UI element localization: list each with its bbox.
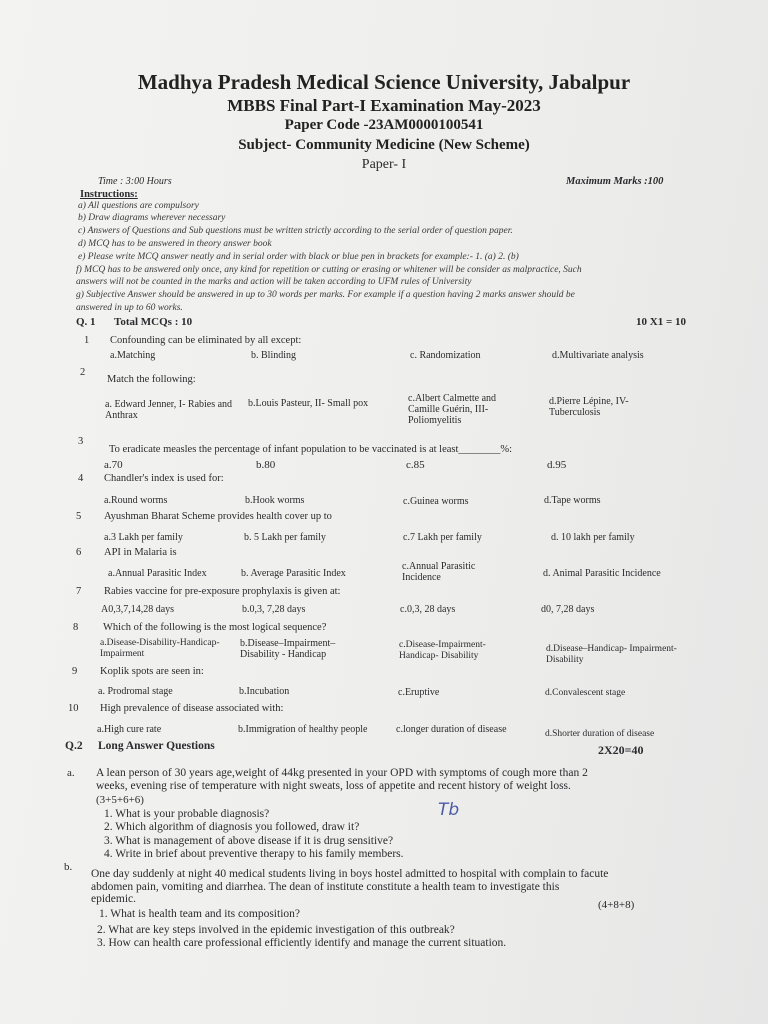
mcq-question: Koplik spots are seen in: [100,666,204,677]
mcq-option: a. Edward Jenner, I- Rabies and Anthrax [105,399,233,421]
q2a-stem-line: weeks, evening rise of temperature with night sweats, loss of appetite and recent history of weight loss. [96,780,571,792]
q2a-subquestion: 2. Which algorithm of diagnosis you followed, draw it? [104,821,360,833]
mcq-number: 1 [84,335,90,346]
mcq-option: a.70 [104,459,123,471]
q1-label: Q. 1 [76,316,96,328]
instructions-heading: Instructions: [80,189,138,200]
mcq-question: API in Malaria is [104,547,177,558]
mcq-option: c.Annual Parasitic Incidence [402,561,476,583]
mcq-number: 4 [78,473,84,484]
mcq-option: d.Pierre Lépine, IV- Tuberculosis [549,396,629,418]
q2b-marks: (4+8+8) [598,899,635,911]
q2b-subquestion: 1. What is health team and its composition? [99,908,300,920]
mcq-option: b. Blinding [251,350,297,361]
instruction-item: c) Answers of Questions and Sub questions must be written strictly according to the serial order of question paper. [78,226,513,236]
instruction-item: b) Draw diagrams wherever necessary [78,213,226,223]
mcq-question: Chandler's index is used for: [104,473,224,484]
mcq-option: c.Guinea worms [403,496,469,507]
mcq-number: 9 [72,666,78,677]
mcq-number: 3 [78,436,84,447]
mcq-option: c.Albert Calmette and Camille Guérin, III- Poliomyelitis [408,393,497,426]
q2b-stem-line: abdomen pain, vomiting and diarrhea. The dean of institute constitute a health team to investigate this [91,881,560,893]
instruction-item: g) Subjective Answer should be answered in up to 30 words per marks. For example if a question having 2 marks answer should be [76,290,575,300]
mcq-option: d.Shorter duration of disease [545,729,655,739]
instruction-item: answers will not be counted in the marks and action will be taken according to UFM rules of University [76,277,472,287]
mcq-option: a. Prodromal stage [98,686,173,697]
q2b-stem-line: epidemic. [91,893,137,905]
mcq-number: 5 [76,511,82,522]
instruction-item: a) All questions are compulsory [78,201,199,211]
q2-title: Long Answer Questions [98,740,215,752]
mcq-option: a.Annual Parasitic Index [108,568,207,579]
mcq-question: High prevalence of disease associated with: [100,703,284,714]
q1-marks: 10 X1 = 10 [636,316,686,328]
q2a-stem-line: A lean person of 30 years age,weight of 44kg presented in your OPD with symptoms of cough more than 2 [96,767,588,779]
mcq-option: c.85 [406,459,425,471]
mcq-option: c.longer duration of disease [396,724,507,735]
mcq-option: d.95 [547,459,567,471]
mcq-option: c.7 Lakh per family [403,532,482,543]
mcq-question: Rabies vaccine for pre-exposure prophylaxis is given at: [104,586,341,597]
mcq-number: 7 [76,586,82,597]
mcq-option: d.Disease–Handicap- Impairment-Disability [546,644,677,665]
handwritten-note: Tb [438,800,460,820]
mcq-option: d.Multivariate analysis [552,350,644,361]
mcq-number: 8 [73,622,79,633]
q2a-subquestion: 1. What is your probable diagnosis? [104,808,270,820]
q1-title: Total MCQs : 10 [114,316,193,328]
q2b-subquestion: 2. What are key steps involved in the epidemic investigation of this outbreak? [97,924,455,936]
mcq-option: c. Randomization [410,350,481,361]
instruction-item: answered in up to 60 works. [76,303,183,313]
q2a-subquestion: 3. What is management of above disease if it is drug sensitive? [104,835,394,847]
exam-name: MBBS Final Part-I Examination May-2023 [227,96,541,115]
mcq-question: Ayushman Bharat Scheme provides health cover up to [104,511,332,522]
mcq-option: b.0,3, 7,28 days [242,604,306,615]
mcq-option: a.Matching [110,350,156,361]
university-name: Madhya Pradesh Medical Science University, Jabalpur [137,70,631,94]
maximum-marks: Maximum Marks :100 [566,176,664,187]
mcq-option: b.80 [256,459,276,471]
mcq-option: b.Hook worms [245,495,305,506]
mcq-option: a.Disease-Disability-Handicap-Impairment [100,638,220,659]
mcq-number: 6 [76,547,82,558]
mcq-question: Match the following: [107,374,196,385]
mcq-question: Which of the following is the most logical sequence? [103,622,327,633]
paper-code: Paper Code -23AM0000100541 [284,117,484,133]
time-label: Time : 3:00 Hours [98,176,172,187]
mcq-option: d. 10 lakh per family [551,532,635,543]
q2a-marks: (3+5+6+6) [96,794,144,806]
mcq-option: b.Immigration of healthy people [238,724,368,735]
mcq-option: c.Disease-Impairment-Handicap- Disability [399,640,486,661]
q2b-subquestion: 3. How can health care professional efficiently identify and manage the current situation. [97,937,507,949]
mcq-option: b.Disease–Impairment–Disability - Handicap [240,638,336,660]
subject-title: Subject- Community Medicine (New Scheme) [238,137,530,153]
q2a-label: a. [67,767,75,779]
mcq-option: c.0,3, 28 days [400,604,456,615]
mcq-option: a.3 Lakh per family [104,532,183,543]
instruction-item: d) MCQ has to be answered in theory answer book [78,239,272,249]
mcq-option: b. Average Parasitic Index [241,568,346,579]
mcq-option: b. 5 Lakh per family [244,532,326,543]
instruction-item: e) Please write MCQ answer neatly and in serial order with black or blue pen in brackets for example:- 1. (a) 2. (b) [78,252,519,262]
mcq-option: b.Louis Pasteur, II- Small pox [248,398,369,409]
mcq-option: A0,3,7,14,28 days [101,604,175,615]
mcq-option: b.Incubation [239,686,290,697]
q2b-label: b. [64,861,73,873]
mcq-option: a.Round worms [104,495,168,506]
paper-number: Paper- I [361,157,407,172]
mcq-option: d0, 7,28 days [541,604,595,615]
mcq-question: To eradicate measles the percentage of infant population to be vaccinated is at least________%: [109,444,513,455]
mcq-option: c.Eruptive [398,687,440,698]
mcq-number: 10 [68,703,79,714]
mcq-option: d. Animal Parasitic Incidence [543,568,661,579]
q2-label: Q.2 [65,740,83,752]
mcq-option: d.Convalescent stage [545,688,626,698]
mcq-number: 2 [80,367,86,378]
q2a-subquestion: 4. Write in brief about preventive therapy to his family members. [104,848,404,860]
mcq-option: d.Tape worms [544,495,601,506]
mcq-question: Confounding can be eliminated by all except: [110,335,302,346]
q2b-stem-line: One day suddenly at night 40 medical students living in boys hostel admitted to hospital with complain to facute [91,868,609,880]
q2-marks: 2X20=40 [598,743,644,757]
mcq-option: a.High cure rate [97,724,162,735]
instruction-item: f) MCQ has to be answered only once, any kind for repetition or cutting or erasing or whitener will be consider as malpractice, Such [76,265,582,275]
